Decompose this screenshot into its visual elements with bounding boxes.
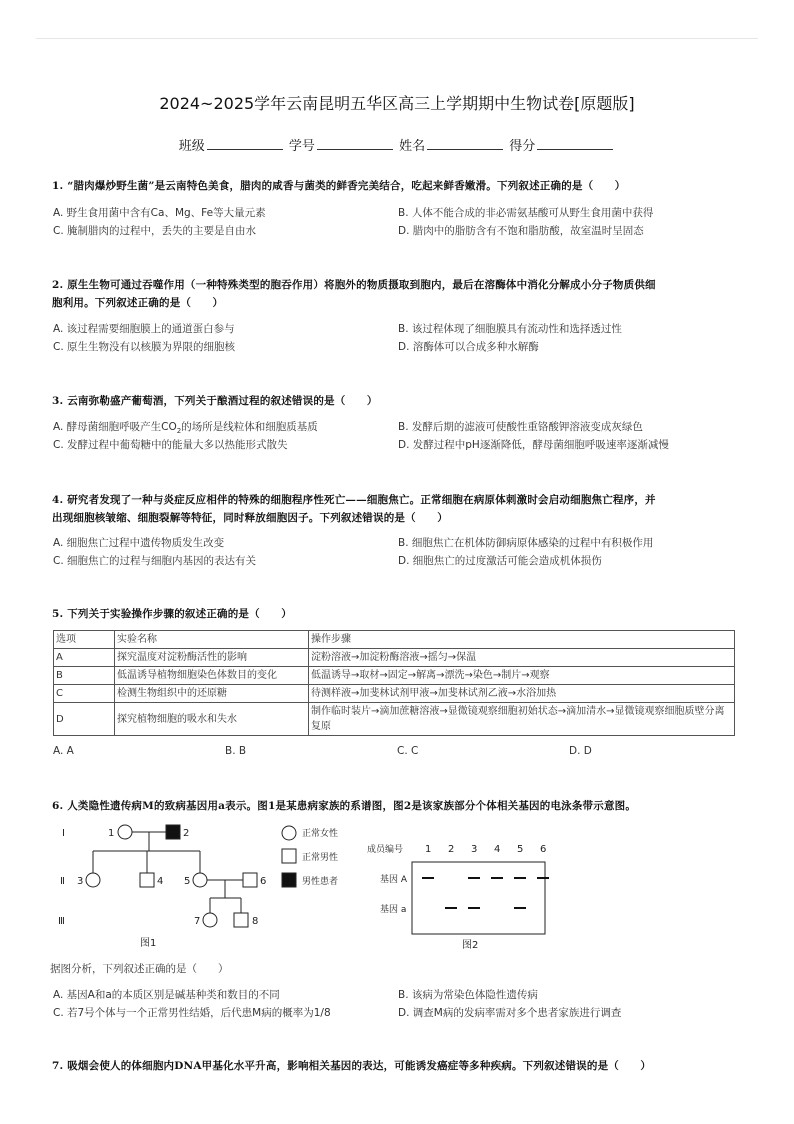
question-6-stem: 6. 人类隐性遗传病M的致病基因用a表示。图1是某患病家族的系谱图，图2是该家族部分个体相关基因的电泳条带示意图。 bbox=[52, 800, 637, 812]
pedigree-figure-1 bbox=[50, 818, 370, 953]
generation-3-label: Ⅲ bbox=[58, 916, 65, 927]
legend-affected-male-icon bbox=[282, 873, 296, 887]
question-1-option-d[interactable]: D. 腊肉中的脂肪含有不饱和脂肪酸，故室温时呈固态 bbox=[398, 225, 644, 237]
question-2-option-d[interactable]: D. 溶酶体可以合成多种水解酶 bbox=[398, 341, 539, 353]
table-row bbox=[54, 685, 735, 703]
pedigree-male-4 bbox=[140, 873, 154, 887]
question-2-option-c[interactable]: C. 原生生物没有以核膜为界限的细胞核 bbox=[53, 341, 236, 353]
name-label: 姓名 bbox=[399, 139, 426, 154]
question-4-option-c[interactable]: C. 细胞焦亡的过程与细胞内基因的表达有关 bbox=[53, 555, 257, 567]
table-cell: 低温诱导→取材→固定→解离→漂洗→染色→制片→观察 bbox=[309, 667, 735, 685]
question-4-stem-line1: 4. 研究者发现了一种与炎症反应相伴的特殊的细胞程序性死亡——细胞焦亡。正常细胞在病原体刺激时会启动细胞焦亡程序，并 bbox=[52, 494, 656, 506]
table-cell: C bbox=[54, 685, 115, 703]
question-5-option-b[interactable]: B. B bbox=[225, 745, 247, 757]
lane-label-5: 5 bbox=[517, 844, 524, 855]
table-row bbox=[54, 667, 735, 685]
table-header-cell: 选项 bbox=[54, 631, 115, 649]
table-cell: 淀粉溶液→加淀粉酶溶液→摇匀→保温 bbox=[309, 649, 735, 667]
q3-a-text-pre: A. 酵母菌细胞呼吸产生CO bbox=[53, 421, 177, 433]
pedigree-female-1 bbox=[118, 825, 132, 839]
question-2-stem-line2: 胞利用。下列叙述正确的是（ ） bbox=[52, 297, 224, 309]
question-5-stem: 5. 下列关于实验操作步骤的叙述正确的是（ ） bbox=[52, 608, 292, 620]
table-cell: 低温诱导植物细胞染色体数目的变化 bbox=[115, 667, 309, 685]
figure-1-caption: 图1 bbox=[140, 938, 157, 949]
lane-label-6: 6 bbox=[540, 844, 547, 855]
table-cell: A bbox=[54, 649, 115, 667]
q3-a-subscript: 2 bbox=[176, 427, 182, 436]
generation-1-label: Ⅰ bbox=[62, 828, 65, 839]
question-6-lead: 据图分析，下列叙述正确的是（ ） bbox=[50, 963, 229, 975]
question-6-option-b[interactable]: B. 该病为常染色体隐性遗传病 bbox=[398, 989, 538, 1001]
q3-a-text-post: 的场所是线粒体和细胞质基质 bbox=[181, 421, 318, 433]
table-row bbox=[54, 703, 735, 736]
pedigree-male-6 bbox=[243, 873, 257, 887]
id-label: 学号 bbox=[288, 139, 315, 154]
question-2-stem-line1: 2. 原生生物可通过吞噬作用（一种特殊类型的胞吞作用）将胞外的物质摄取到胞内，最后在溶酶体中消化分解成小分子物质供细 bbox=[52, 279, 656, 291]
electrophoresis-figure-2 bbox=[362, 836, 562, 954]
question-3-option-b[interactable]: B. 发酵后期的滤液可使酸性重铬酸钾溶液变成灰绿色 bbox=[398, 421, 643, 433]
legend-normal-male-icon bbox=[282, 849, 296, 863]
question-4-option-a[interactable]: A. 细胞焦亡过程中遗传物质发生改变 bbox=[53, 537, 225, 549]
member-7-number: 7 bbox=[194, 916, 201, 927]
question-1-option-b[interactable]: B. 人体不能合成的非必需氨基酸可从野生食用菌中获得 bbox=[398, 207, 654, 219]
question-4-stem-line2: 出现细胞核皱缩、细胞裂解等特征，同时释放细胞因子。下列叙述错误的是（ ） bbox=[52, 512, 448, 524]
question-2-option-b[interactable]: B. 该过程体现了细胞膜具有流动性和选择透过性 bbox=[398, 323, 622, 335]
member-6-number: 6 bbox=[260, 876, 267, 887]
table-header-cell: 实验名称 bbox=[115, 631, 309, 649]
table-cell: D bbox=[54, 703, 115, 736]
question-1-option-c[interactable]: C. 腌制腊肉的过程中，丢失的主要是自由水 bbox=[53, 225, 257, 237]
question-7-stem: 7. 吸烟会使人的体细胞内DNA甲基化水平升高，影响相关基因的表达，可能诱发癌症等多种疾病。下列叙述错误的是（ ） bbox=[52, 1060, 652, 1072]
gene-a-label: 基因 a bbox=[380, 905, 407, 915]
gel-frame bbox=[412, 862, 545, 934]
lane-label-4: 4 bbox=[494, 844, 501, 855]
page-title: 2024~2025学年云南昆明五华区高三上学期期中生物试卷[原题版] bbox=[159, 94, 635, 113]
member-4-number: 4 bbox=[157, 876, 164, 887]
lane-label-3: 3 bbox=[471, 844, 478, 855]
member-8-number: 8 bbox=[252, 916, 259, 927]
name-blank[interactable] bbox=[427, 138, 503, 150]
legend-normal-male: 正常男性 bbox=[302, 853, 339, 863]
header-rule bbox=[36, 38, 758, 39]
legend-affected-male: 男性患者 bbox=[302, 877, 339, 887]
pedigree-female-3 bbox=[86, 873, 100, 887]
class-label: 班级 bbox=[178, 139, 205, 154]
question-4-option-d[interactable]: D. 细胞焦亡的过度激活可能会造成机体损伤 bbox=[398, 555, 602, 567]
question-4-option-b[interactable]: B. 细胞焦亡在机体防御病原体感染的过程中有积极作用 bbox=[398, 537, 654, 549]
table-row bbox=[54, 649, 735, 667]
lane-label-2: 2 bbox=[448, 844, 455, 855]
pedigree-affected-male-2 bbox=[166, 825, 180, 839]
pedigree-female-5 bbox=[193, 873, 207, 887]
score-label: 得分 bbox=[509, 139, 536, 154]
member-1-number: 1 bbox=[108, 828, 115, 839]
question-2-option-a[interactable]: A. 该过程需要细胞膜上的通道蛋白参与 bbox=[53, 323, 235, 335]
class-blank[interactable] bbox=[207, 138, 283, 150]
lane-label-1: 1 bbox=[425, 844, 432, 855]
question-1-option-a[interactable]: A. 野生食用菌中含有Ca、Mg、Fe等大量元素 bbox=[53, 207, 266, 219]
table-cell: 制作临时装片→滴加蔗糖溶液→显微镜观察细胞初始状态→滴加清水→显微镜观察细胞质壁分离复原 bbox=[309, 703, 735, 736]
pedigree-female-7 bbox=[203, 913, 217, 927]
member-5-number: 5 bbox=[184, 876, 191, 887]
score-blank[interactable] bbox=[537, 138, 613, 150]
question-6-option-a[interactable]: A. 基因A和a的本质区别是碱基种类和数目的不同 bbox=[53, 989, 280, 1001]
member-3-number: 3 bbox=[77, 876, 84, 887]
id-blank[interactable] bbox=[317, 138, 393, 150]
question-5-option-c[interactable]: C. C bbox=[397, 745, 419, 757]
figure-2-caption: 图2 bbox=[462, 940, 479, 951]
question-3-stem: 3. 云南弥勒盛产葡萄酒，下列关于酿酒过程的叙述错误的是（ ） bbox=[52, 395, 378, 407]
question-3-option-c[interactable]: C. 发酵过程中葡萄糖中的能量大多以热能形式散失 bbox=[53, 439, 288, 451]
member-number-header: 成员编号 bbox=[367, 845, 404, 855]
question-5-option-a[interactable]: A. A bbox=[53, 745, 74, 757]
legend-normal-female: 正常女性 bbox=[302, 829, 339, 839]
question-6-option-c[interactable]: C. 若7号个体与一个正常男性结婚，后代患M病的概率为1/8 bbox=[53, 1007, 331, 1019]
pedigree-male-8 bbox=[234, 913, 248, 927]
table-cell: 探究植物细胞的吸水和失水 bbox=[115, 703, 309, 736]
question-1-stem: 1. “腊肉爆炒野生菌”是云南特色美食，腊肉的咸香与菌类的鲜香完美结合，吃起来鲜香嫩滑。下列叙述正确的是（ ） bbox=[52, 180, 626, 192]
table-cell: 探究温度对淀粉酶活性的影响 bbox=[115, 649, 309, 667]
question-5-option-d[interactable]: D. D bbox=[569, 745, 592, 757]
member-2-number: 2 bbox=[183, 828, 190, 839]
table-header-cell: 操作步骤 bbox=[309, 631, 735, 649]
table-cell: B bbox=[54, 667, 115, 685]
legend-normal-female-icon bbox=[282, 826, 296, 840]
table-header-row bbox=[54, 631, 735, 649]
table-cell: 检测生物组织中的还原糖 bbox=[115, 685, 309, 703]
experiment-table bbox=[53, 630, 735, 736]
table-cell: 待测样液→加斐林试剂甲液→加斐林试剂乙液→水浴加热 bbox=[309, 685, 735, 703]
generation-2-label: Ⅱ bbox=[60, 876, 65, 887]
question-6-option-d[interactable]: D. 调查M病的发病率需对多个患者家族进行调查 bbox=[398, 1007, 622, 1019]
student-info-line bbox=[0, 135, 794, 154]
gene-A-label: 基因 A bbox=[380, 875, 408, 885]
question-3-option-d[interactable]: D. 发酵过程中pH逐渐降低，酵母菌细胞呼吸速率逐渐减慢 bbox=[398, 439, 669, 451]
question-3-option-a[interactable] bbox=[53, 419, 318, 435]
